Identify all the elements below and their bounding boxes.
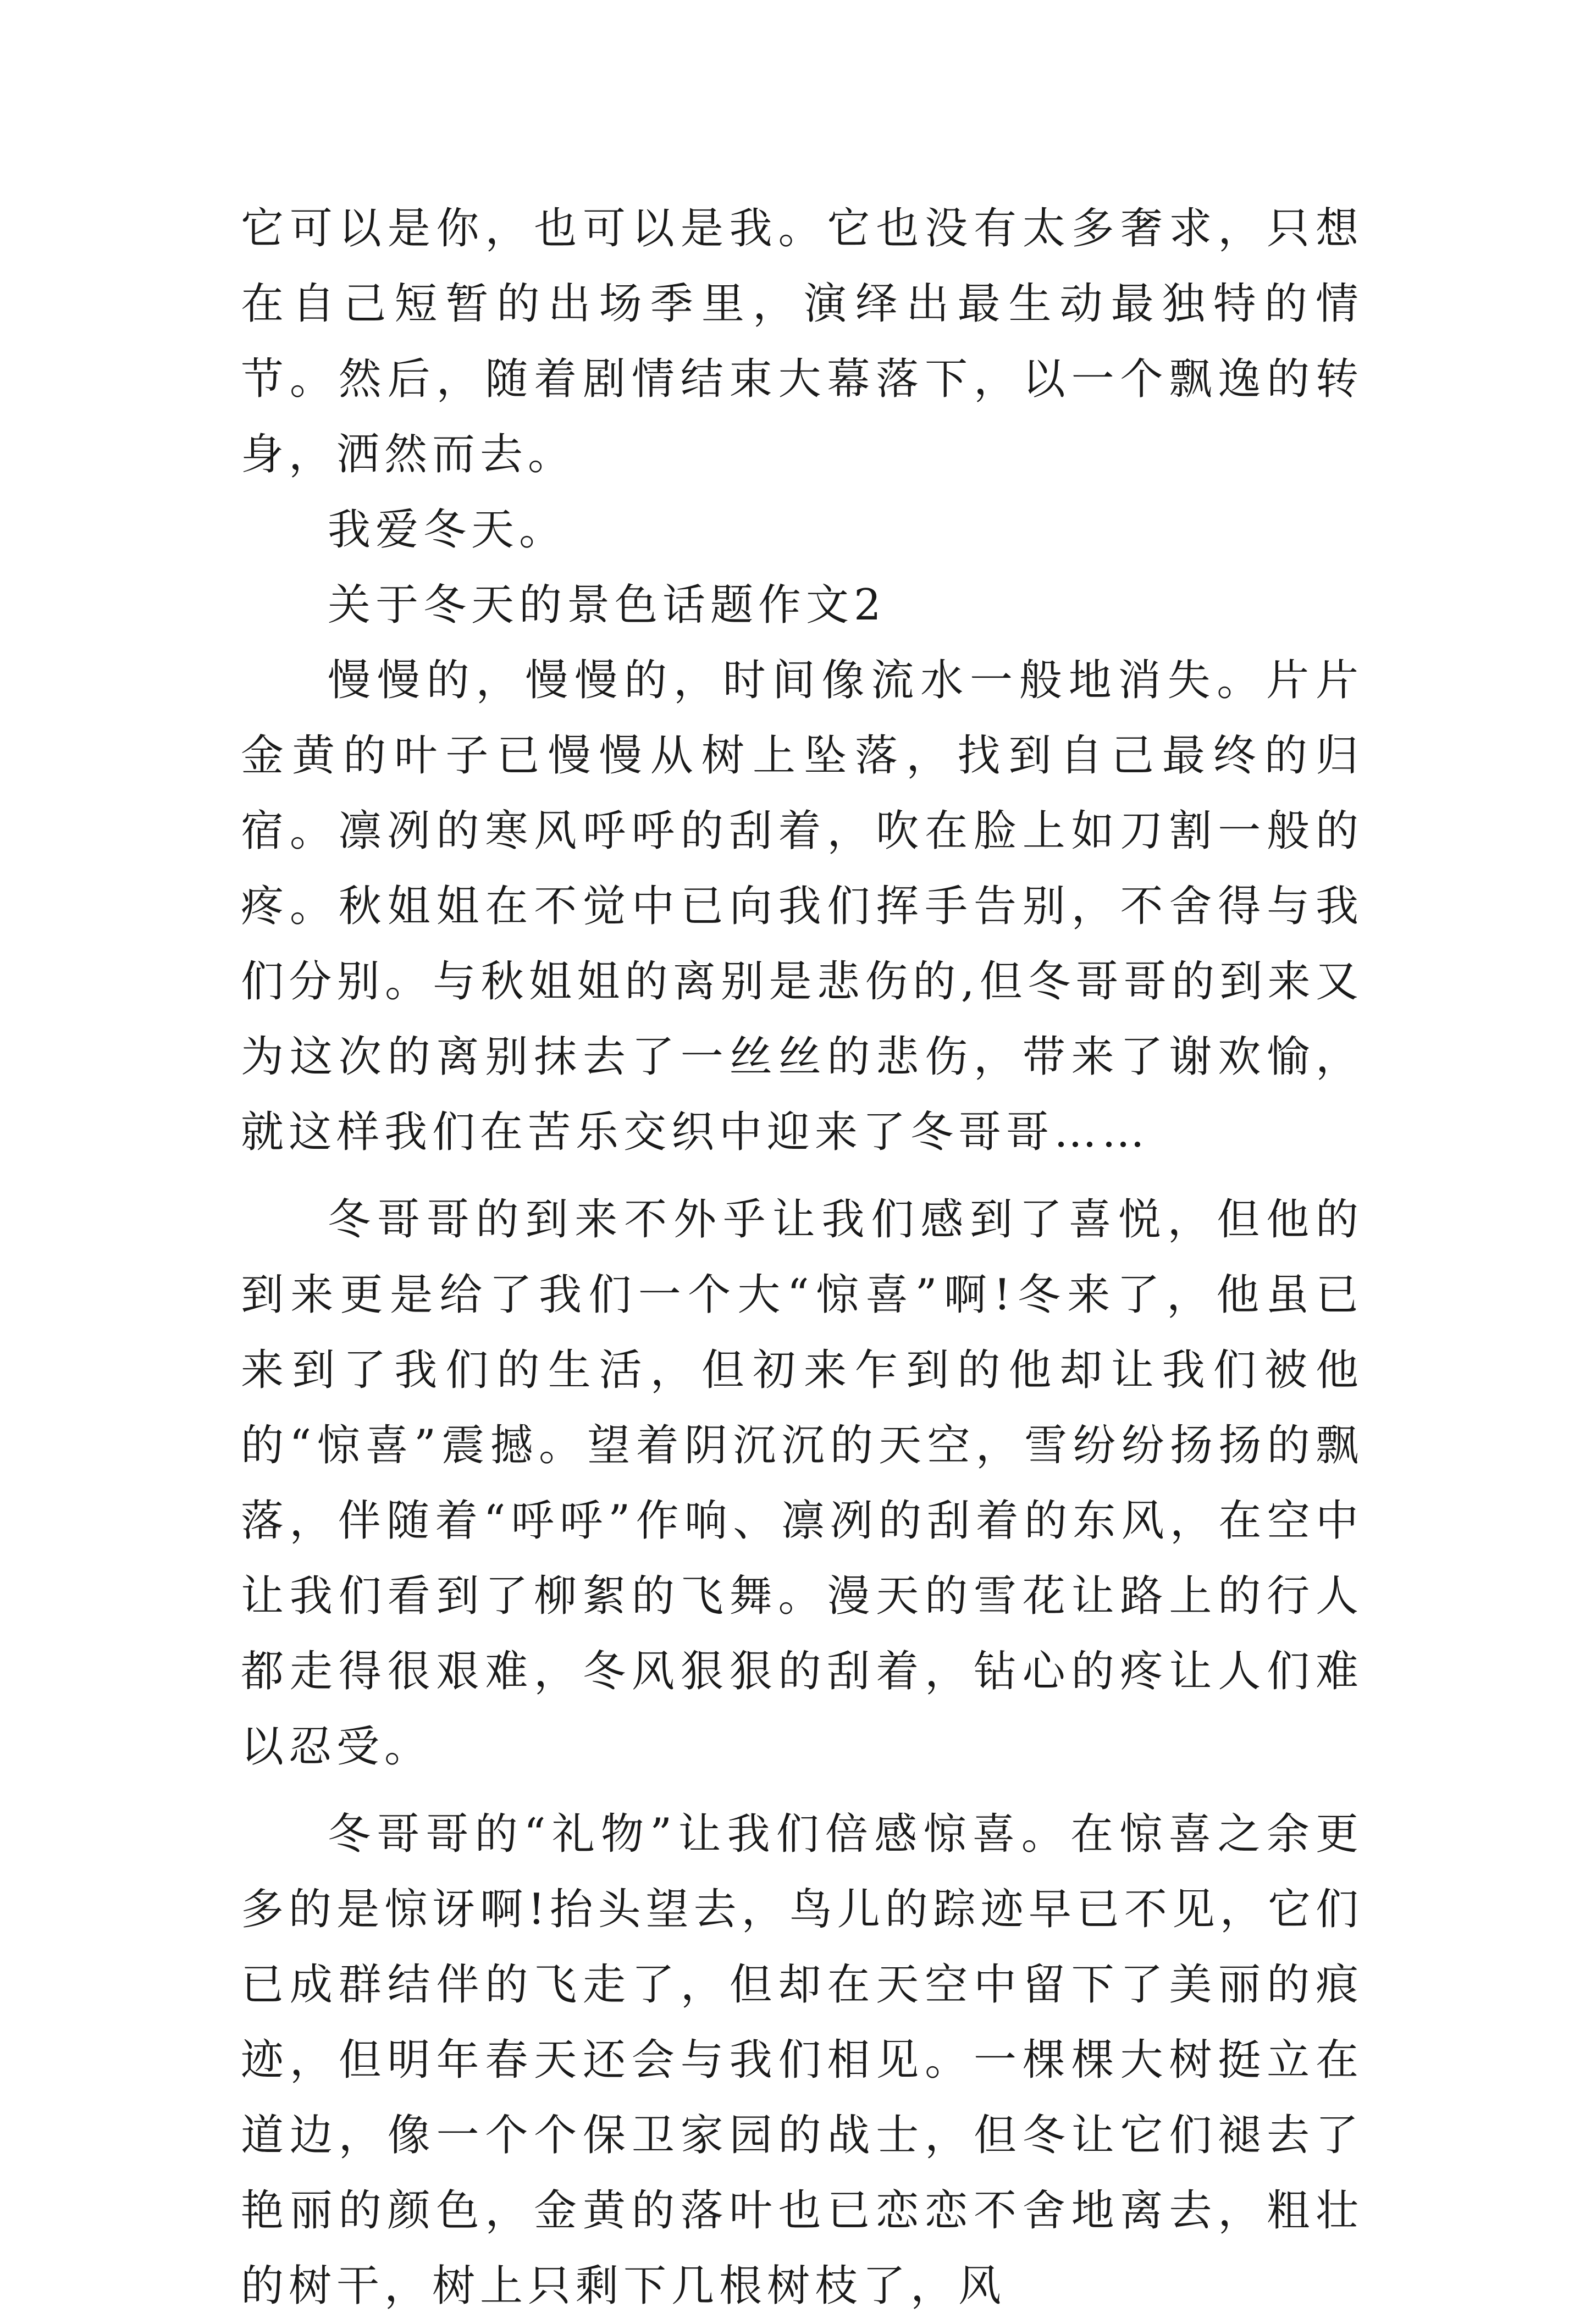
document-body: [241, 191, 1363, 2324]
paragraph-winter-surprise: 冬哥哥的到来不外乎让我们感到了喜悦，但他的到来更是给了我们一个大“惊喜”啊!冬来了，他虽已来到了我们的生活，但初来乍到的他却让我们被他的“惊喜”震撼。望着阴沉沉的天空，雪纷纷扬扬的飘落，伴随着“呼呼”作响、凛冽的刮着的东风，在空中让我们看到了柳絮的飞舞。漫天的雪花让路上的行人都走得很艰难，冬风狠狠的刮着，钻心的疼让人们难以忍受。: [241, 1195, 1363, 1772]
paragraph-i-love-winter: 我爱冬天。: [328, 505, 567, 555]
paragraph-autumn-farewell: 慢慢的，慢慢的，时间像流水一般地消失。片片金黄的叶子已慢慢从树上坠落，找到自己最终的归宿。凛冽的寒风呼呼的刮着，吹在脸上如刀割一般的疼。秋姐姐在不觉中已向我们挥手告别，不舍得与我们分别。与秋姐姐的离别是悲伤的,但冬哥哥的到来又为这次的离别抹去了一丝丝的悲伤，带来了谢欢愉，就这样我们在苦乐交织中迎来了冬哥哥……: [241, 656, 1363, 1157]
paragraph-winter-gifts: 冬哥哥的“礼物”让我们倍感惊喜。在惊喜之余更多的是惊讶啊!抬头望去，鸟儿的踪迹早已不见，它们已成群结伴的飞走了，但却在天空中留下了美丽的痕迹，但明年春天还会与我们相见。一棵棵大树挺立在道边，像一个个保卫家园的战士，但冬让它们褪去了艳丽的颜色，金黄的落叶也已恋恋不舍地离去，粗壮的树干，树上只剩下几根树枝了，风: [241, 1810, 1363, 2311]
paragraph-continuation: 它可以是你，也可以是我。它也没有太多奢求，只想在自己短暂的出场季里，演绎出最生动最独特的情节。然后，随着剧情结束大幕落下，以一个飘逸的转身，洒然而去。: [241, 204, 1363, 479]
essay-heading: 关于冬天的景色话题作文2: [328, 580, 886, 630]
